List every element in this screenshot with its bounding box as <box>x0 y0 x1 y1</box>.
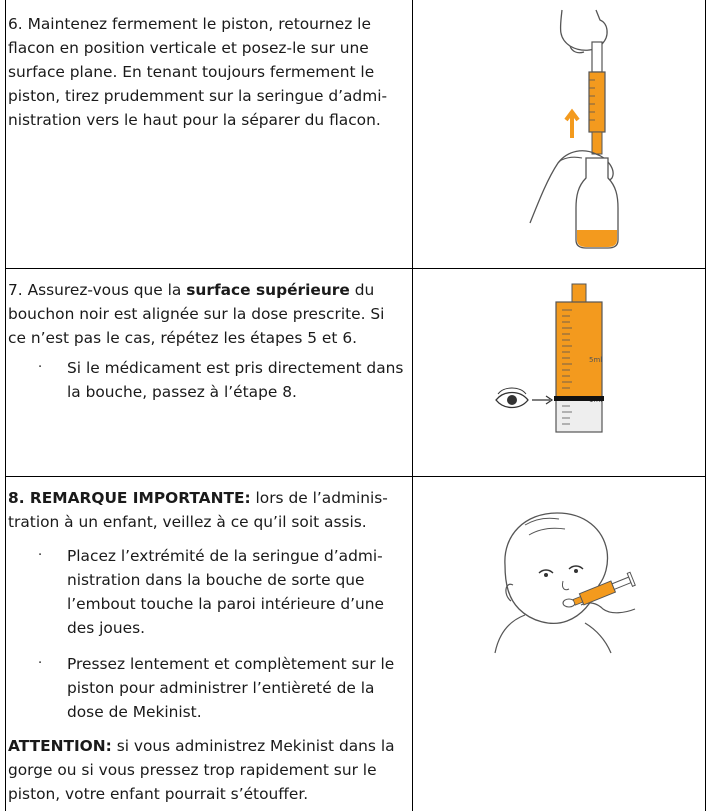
warning-text: si vous administrez Mekinist dans la gorge ou si vous pressez trop rapidement sur le piston, votre enfant pourrait s’étouffer. <box>8 737 395 803</box>
child-receiving-medicine-icon <box>485 505 645 655</box>
row-divider-2 <box>5 476 706 477</box>
table-border-left <box>5 0 6 811</box>
step-7-paragraph <box>8 278 404 350</box>
bullet-marker: · <box>38 360 43 375</box>
step-8-heading: 8. REMARQUE IMPORTANTE: <box>8 489 251 507</box>
step-8-text <box>8 486 404 806</box>
step-8-intro <box>8 486 404 534</box>
step-8-bullet-2 <box>8 652 404 724</box>
step-7-text-part-2: du bouchon noir est alignée sur la dose prescrite. Si ce n’est pas le cas, répétez les étapes 5 et 6. <box>8 281 385 347</box>
step-7-text <box>8 278 404 404</box>
step-8-intro-text: lors de l’adminis-tration à un enfant, veillez à ce qu’il soit assis. <box>8 489 388 531</box>
bullet-marker: · <box>38 548 43 563</box>
step-6-text <box>8 12 404 132</box>
step-7-bullet <box>8 356 404 404</box>
warning-label: ATTENTION: <box>8 737 112 755</box>
step-7-bold-text: surface supérieure <box>186 281 350 299</box>
step-7-text-part-1: 7. Assurez-vous que la <box>8 281 187 299</box>
step-8-bullet-1-text: Placez l’extrémité de la seringue d’admi-nistration dans la bouche de sorte que l’embout touche la paroi intérieure d’une des joues. <box>67 547 385 637</box>
step-8-bullet-2-text: Pressez lentement et complètement sur le piston pour administrer l’entièreté de la dose de Mekinist. <box>67 655 395 721</box>
syringe-mark-5ml: 5ml <box>589 356 603 364</box>
step-6-paragraph: 6. Maintenez fermement le piston, retournez le flacon en position verticale et posez-le sur une surface plane. En tenant toujours fermement le piston, tirez prudemment sur la seringue d’admi-nistration vers le haut pour la séparer du flacon. <box>8 15 388 129</box>
step-7-bullet-text: Si le médicament est pris directement dans la bouche, passez à l’étape 8. <box>67 359 404 401</box>
eye-checking-syringe-dose-icon <box>490 282 620 442</box>
bullet-marker: · <box>38 656 43 671</box>
step-8-bullet-1 <box>8 544 404 640</box>
table-border-right <box>705 0 706 811</box>
table-column-divider <box>412 0 413 811</box>
row-divider-1 <box>5 268 706 269</box>
step-8-warning <box>8 734 404 806</box>
hand-pulling-syringe-from-bottle-icon <box>500 8 630 253</box>
